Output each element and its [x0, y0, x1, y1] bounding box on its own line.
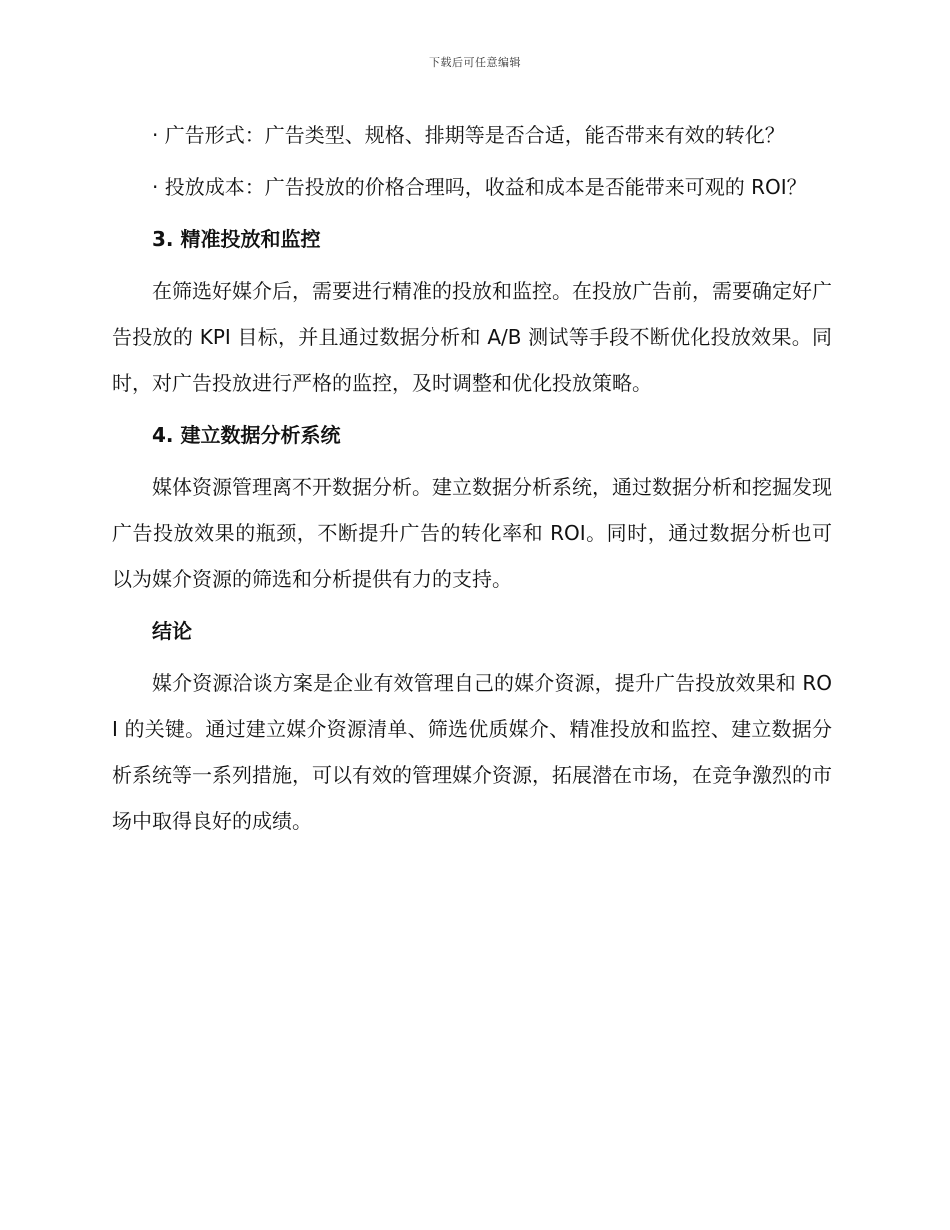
bullet-cost: · 投放成本：广告投放的价格合理吗，收益和成本是否能带来可观的 ROI？ [152, 175, 807, 199]
section-3-body: 在筛选好媒介后，需要进行精准的投放和监控。在投放广告前，需要确定好广告投放的 KPI 目标，并且通过数据分析和 A/B 测试等手段不断优化投放效果。同时，对广告投放进行严格的监控，及时调整和优化投放策略。 [112, 279, 832, 395]
conclusion-title: 结论 [152, 619, 192, 643]
bullet-ad-form: · 广告形式：广告类型、规格、排期等是否合适，能否带来有效的转化？ [152, 123, 785, 147]
conclusion-body: 媒介资源洽谈方案是企业有效管理自己的媒介资源，提升广告投放效果和 ROI 的关键。通过建立媒介资源清单、筛选优质媒介、精准投放和监控、建立数据分析系统等一系列措施，可以有效的管理媒介资源，拓展潜在市场，在竞争激烈的市场中取得良好的成绩。 [112, 671, 832, 833]
section-4-body: 媒体资源管理离不开数据分析。建立数据分析系统，通过数据分析和挖掘发现广告投放效果的瓶颈，不断提升广告的转化率和 ROI。同时，通过数据分析也可以为媒介资源的筛选和分析提供有力的支持。 [112, 475, 832, 591]
section-4-title: 4. 建立数据分析系统 [152, 423, 341, 447]
document-content [112, 112, 832, 850]
header-note: 下载后可任意编辑 [429, 56, 521, 69]
section-3-title: 3. 精准投放和监控 [152, 227, 321, 251]
